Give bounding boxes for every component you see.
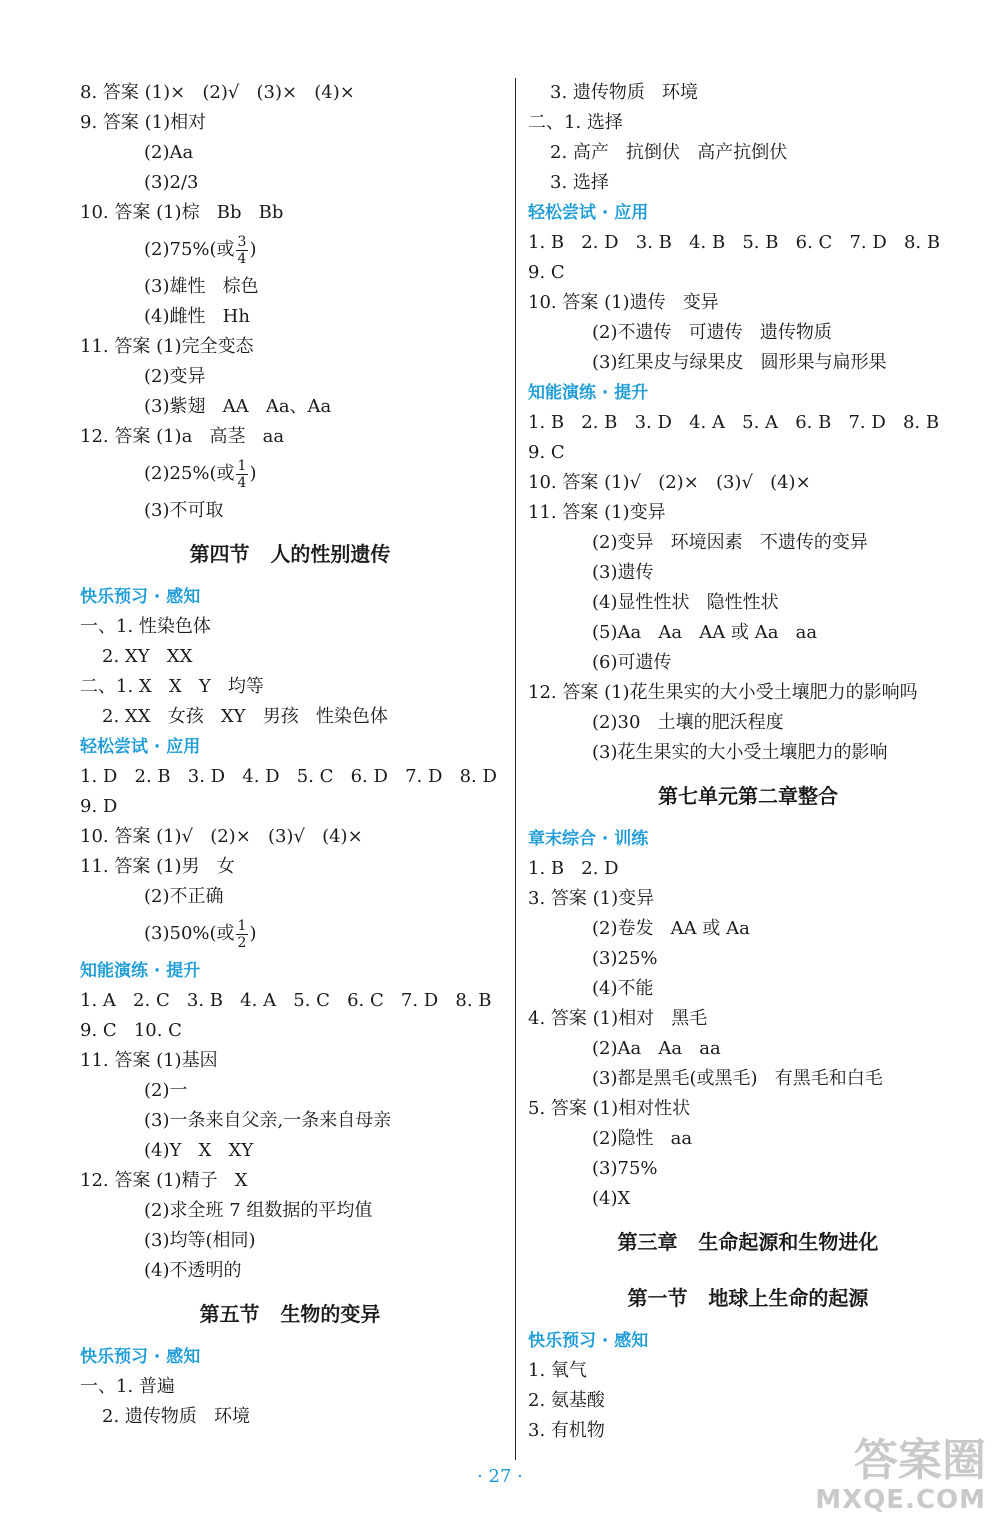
answer-line: 1. B 2. B 3. D 4. A 5. A 6. B 7. D 8. B — [528, 412, 940, 433]
subsection-heading: 轻松尝试 · 应用 — [528, 203, 649, 223]
answer-line: 3. 遗传物质 环境 — [550, 82, 699, 103]
section-title: 第四节 人的性别遗传 — [189, 542, 391, 566]
section-title: 第五节 生物的变异 — [199, 1302, 381, 1326]
answer-line: (2)Aa — [144, 142, 194, 163]
answer-line: 1. 氧气 — [528, 1360, 587, 1381]
answer-line: (2)Aa Aa aa — [592, 1038, 721, 1059]
subsection-heading: 轻松尝试 · 应用 — [80, 737, 201, 757]
column-divider — [515, 78, 516, 1460]
answer-line: 3. 有机物 — [528, 1420, 605, 1441]
answer-line: (3)花生果实的大小受土壤肥力的影响 — [592, 742, 888, 763]
subsection-heading: 知能演练 · 提升 — [80, 961, 201, 981]
answer-line: 二、1. X X Y 均等 — [80, 676, 264, 697]
answer-line: 11. 答案 (1)完全变态 — [80, 336, 254, 357]
answer-line: 2. XX 女孩 XY 男孩 性染色体 — [102, 706, 388, 727]
answer-line: 3. 选择 — [550, 172, 609, 193]
fraction: $\frac{1}{4}$ — [237, 457, 247, 491]
answer-line-fraction: (2)25%(或 $\frac{1}{4}$ ) — [144, 457, 257, 491]
answer-line: (5)Aa Aa AA 或 Aa aa — [592, 622, 818, 643]
answer-line: 11. 答案 (1)男 女 — [80, 856, 235, 877]
answer-line: 10. 答案 (1)√ (2)× (3)√ (4)× — [80, 826, 363, 847]
answer-line: 1. B 2. D 3. B 4. B 5. B 6. C 7. D 8. B — [528, 232, 941, 253]
answer-line: (2)不遗传 可遗传 遗传物质 — [592, 322, 832, 343]
answer-line: 1. A 2. C 3. B 4. A 5. C 6. C 7. D 8. B — [80, 990, 492, 1011]
answer-line: (3)都是黑毛(或黑毛) 有黑毛和白毛 — [592, 1068, 883, 1089]
answer-line: 一、1. 普遍 — [80, 1376, 175, 1397]
answer-line: 4. 答案 (1)相对 黑毛 — [528, 1008, 708, 1029]
answer-line: (3)2/3 — [144, 172, 199, 193]
answer-line: 二、1. 选择 — [528, 112, 623, 133]
answer-line: (2)30 土壤的肥沃程度 — [592, 712, 784, 733]
answer-line: (3)遗传 — [592, 562, 654, 583]
answer-line: 2. XY XX — [102, 646, 193, 667]
answer-line: 2. 高产 抗倒伏 高产抗倒伏 — [550, 142, 788, 163]
answer-line: (6)可遗传 — [592, 652, 672, 673]
subsection-heading: 章末综合 · 训练 — [528, 829, 649, 849]
answer-line: 11. 答案 (1)变异 — [528, 502, 666, 523]
subsection-heading: 快乐预习 · 感知 — [80, 587, 201, 607]
answer-line: (4)不透明的 — [144, 1260, 242, 1281]
answer-line: 11. 答案 (1)基因 — [80, 1050, 218, 1071]
answer-line: (4)X — [592, 1188, 631, 1209]
watermark-logo — [796, 1437, 986, 1525]
right-column — [528, 78, 968, 1446]
answer-line: (4)Y X XY — [144, 1140, 254, 1161]
answer-line: (3)不可取 — [144, 500, 224, 521]
answer-line: (3)红果皮与绿果皮 圆形果与扁形果 — [592, 352, 887, 373]
answer-line: 2. 遗传物质 环境 — [102, 1406, 251, 1427]
left-column — [80, 78, 500, 1432]
answer-line: 12. 答案 (1)花生果实的大小受土壤肥力的影响吗 — [528, 682, 918, 703]
subsection-heading: 快乐预习 · 感知 — [528, 1331, 649, 1351]
answer-line: 8. 答案 (1)× (2)√ (3)× (4)× — [80, 82, 355, 103]
answer-line: 1. B 2. D — [528, 858, 619, 879]
answer-line: 12. 答案 (1)a 高茎 aa — [80, 426, 285, 447]
answer-line: 1. D 2. B 3. D 4. D 5. C 6. D 7. D 8. D — [80, 766, 497, 787]
answer-line: (2)变异 — [144, 366, 206, 387]
answer-line: 5. 答案 (1)相对性状 — [528, 1098, 691, 1119]
answer-line: 3. 答案 (1)变异 — [528, 888, 655, 909]
answer-line: (2)变异 环境因素 不遗传的变异 — [592, 532, 868, 553]
subsection-heading: 快乐预习 · 感知 — [80, 1347, 201, 1367]
answer-line: (4)雌性 Hh — [144, 306, 250, 327]
answer-line: (2)卷发 AA 或 Aa — [592, 918, 750, 939]
fraction: $\frac{3}{4}$ — [237, 233, 247, 267]
answer-line: (3)紫翅 AA Aa、Aa — [144, 396, 332, 417]
answer-line: 10. 答案 (1)遗传 变异 — [528, 292, 719, 313]
fraction: $\frac{1}{2}$ — [237, 917, 247, 951]
answer-line-fraction: (2)75%(或 $\frac{3}{4}$ ) — [144, 233, 257, 267]
page-number: · 27 · — [477, 1466, 523, 1487]
answer-line: 10. 答案 (1)棕 Bb Bb — [80, 202, 284, 223]
answer-line: 2. 氨基酸 — [528, 1390, 605, 1411]
chapter-title: 第三章 生命起源和生物进化 — [617, 1230, 879, 1254]
answer-line: 9. D — [80, 796, 118, 817]
answer-line: 9. C — [528, 262, 565, 283]
answer-line: 10. 答案 (1)√ (2)× (3)√ (4)× — [528, 472, 811, 493]
answer-line: (3)均等(相同) — [144, 1230, 256, 1251]
answer-line-fraction: (3)50%(或 $\frac{1}{2}$ ) — [144, 917, 257, 951]
answer-line: (3)25% — [592, 948, 658, 969]
answer-line: (2)一 — [144, 1080, 188, 1101]
answer-line: 9. 答案 (1)相对 — [80, 112, 207, 133]
answer-line: (4)不能 — [592, 978, 654, 999]
subsection-heading: 知能演练 · 提升 — [528, 383, 649, 403]
answer-line: (4)显性性状 隐性性状 — [592, 592, 779, 613]
answer-line: (2)求全班 7 组数据的平均值 — [144, 1200, 373, 1221]
answer-line: (2)隐性 aa — [592, 1128, 693, 1149]
section-title: 第七单元第二章整合 — [658, 784, 838, 808]
answer-line: (2)不正确 — [144, 886, 224, 907]
watermark-text: 答案圈 — [854, 1435, 986, 1486]
answer-line: 9. C 10. C — [80, 1020, 182, 1041]
answer-line: (3)雄性 棕色 — [144, 276, 259, 297]
answer-line: 一、1. 性染色体 — [80, 616, 211, 637]
answer-line: (3)一条来自父亲,一条来自母亲 — [144, 1110, 392, 1131]
answer-line: (3)75% — [592, 1158, 658, 1179]
answer-line: 12. 答案 (1)精子 X — [80, 1170, 248, 1191]
watermark-url: MXQE.COM — [815, 1485, 986, 1515]
section-title: 第一节 地球上生命的起源 — [627, 1286, 869, 1310]
answer-line: 9. C — [528, 442, 565, 463]
